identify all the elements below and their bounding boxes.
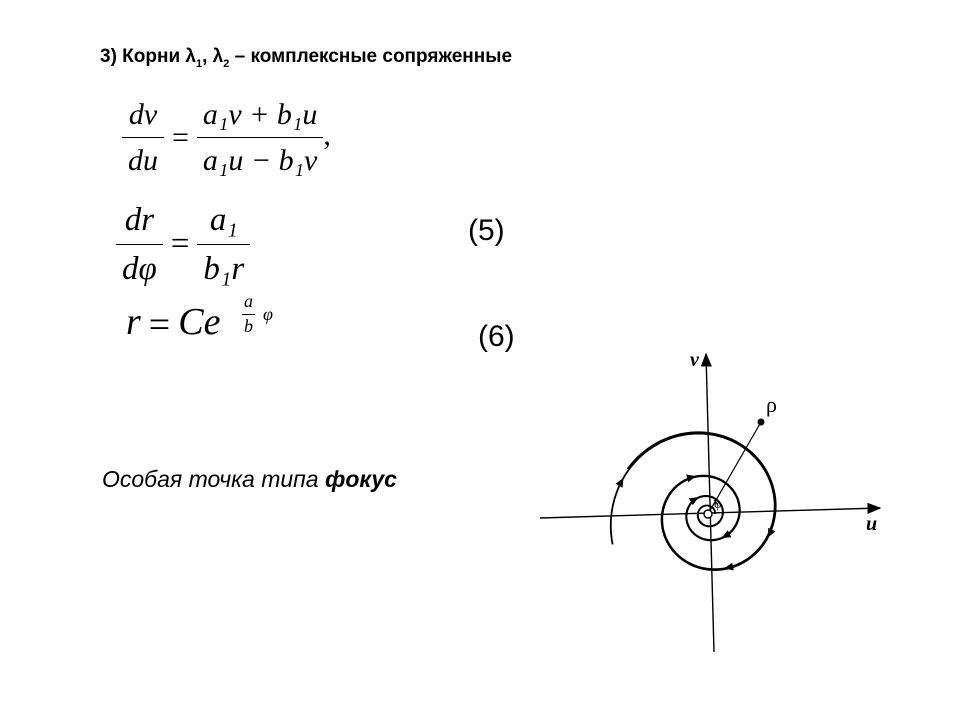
heading-sub2: 2 [223, 57, 230, 70]
spiral-curve-2 [611, 434, 775, 570]
eq1-lhs-numerator: dv [128, 98, 158, 131]
u-axis-label: u [866, 513, 878, 535]
eq2-equals: = [170, 226, 190, 263]
eq3-exponent-denominator: b [244, 315, 253, 336]
eq1-lhs-denominator: du [128, 144, 158, 177]
focus-caption [102, 466, 397, 493]
eq1-lhs-bar [122, 137, 164, 138]
eq3-exponent [242, 292, 273, 337]
eq1-comma: , [323, 118, 331, 152]
focus-point [704, 510, 712, 518]
equation-number-6: (6) [478, 320, 515, 353]
eq1-rhs-bar [197, 137, 323, 138]
eq3-equals: = [148, 304, 171, 347]
v-axis [706, 354, 714, 652]
heading-mid: , λ [202, 46, 224, 67]
eq2-rhs-fraction [197, 202, 250, 288]
eq2-rhs-bar [197, 244, 250, 245]
focus-phase-portrait [530, 340, 900, 660]
heading-sub1: 1 [195, 57, 203, 70]
radius-point [758, 419, 765, 426]
slide-heading [100, 46, 512, 70]
equation-r-exp [126, 291, 273, 347]
phi-label: φ [714, 496, 722, 511]
heading-suffix: – комплексные сопряженные [229, 46, 513, 67]
eq1-rhs-fraction [197, 98, 323, 177]
eq1-lhs-fraction [122, 98, 164, 177]
equation-dv-du [122, 98, 331, 177]
caption-text: Особая точка типа [102, 466, 325, 492]
spiral-curve-1 [628, 432, 776, 570]
eq3-rhs: Ce [178, 301, 221, 343]
caption-bold-word: фокус [324, 466, 397, 492]
equation-number-5: (5) [468, 214, 505, 247]
equation-dr-dphi [116, 202, 250, 288]
eq3-exponent-fraction [242, 292, 255, 337]
eq2-lhs-denominator: dφ [122, 251, 157, 288]
eq1-rhs-numerator: a₁v + b₁u [202, 98, 318, 131]
rho-label: ρ [766, 392, 777, 417]
v-axis-label: v [690, 349, 699, 371]
eq3-exponent-bar [242, 314, 255, 315]
eq2-lhs-numerator: dr [124, 202, 155, 238]
eq1-rhs-denominator: a₁u − b₁v [202, 144, 318, 177]
eq3-exponent-numerator: a [244, 291, 253, 311]
heading-prefix: 3) Корни λ [100, 46, 196, 67]
eq3-exponent-phi: φ [263, 303, 273, 324]
eq2-rhs-numerator: a₁ [209, 202, 238, 238]
spiral-trajectories [611, 432, 776, 570]
eq3-lhs: r [126, 301, 141, 343]
eq1-equals: = [172, 120, 189, 154]
eq2-lhs-fraction [116, 202, 163, 288]
eq2-rhs-denominator: b₁r [203, 251, 245, 288]
eq2-lhs-bar [116, 244, 163, 245]
